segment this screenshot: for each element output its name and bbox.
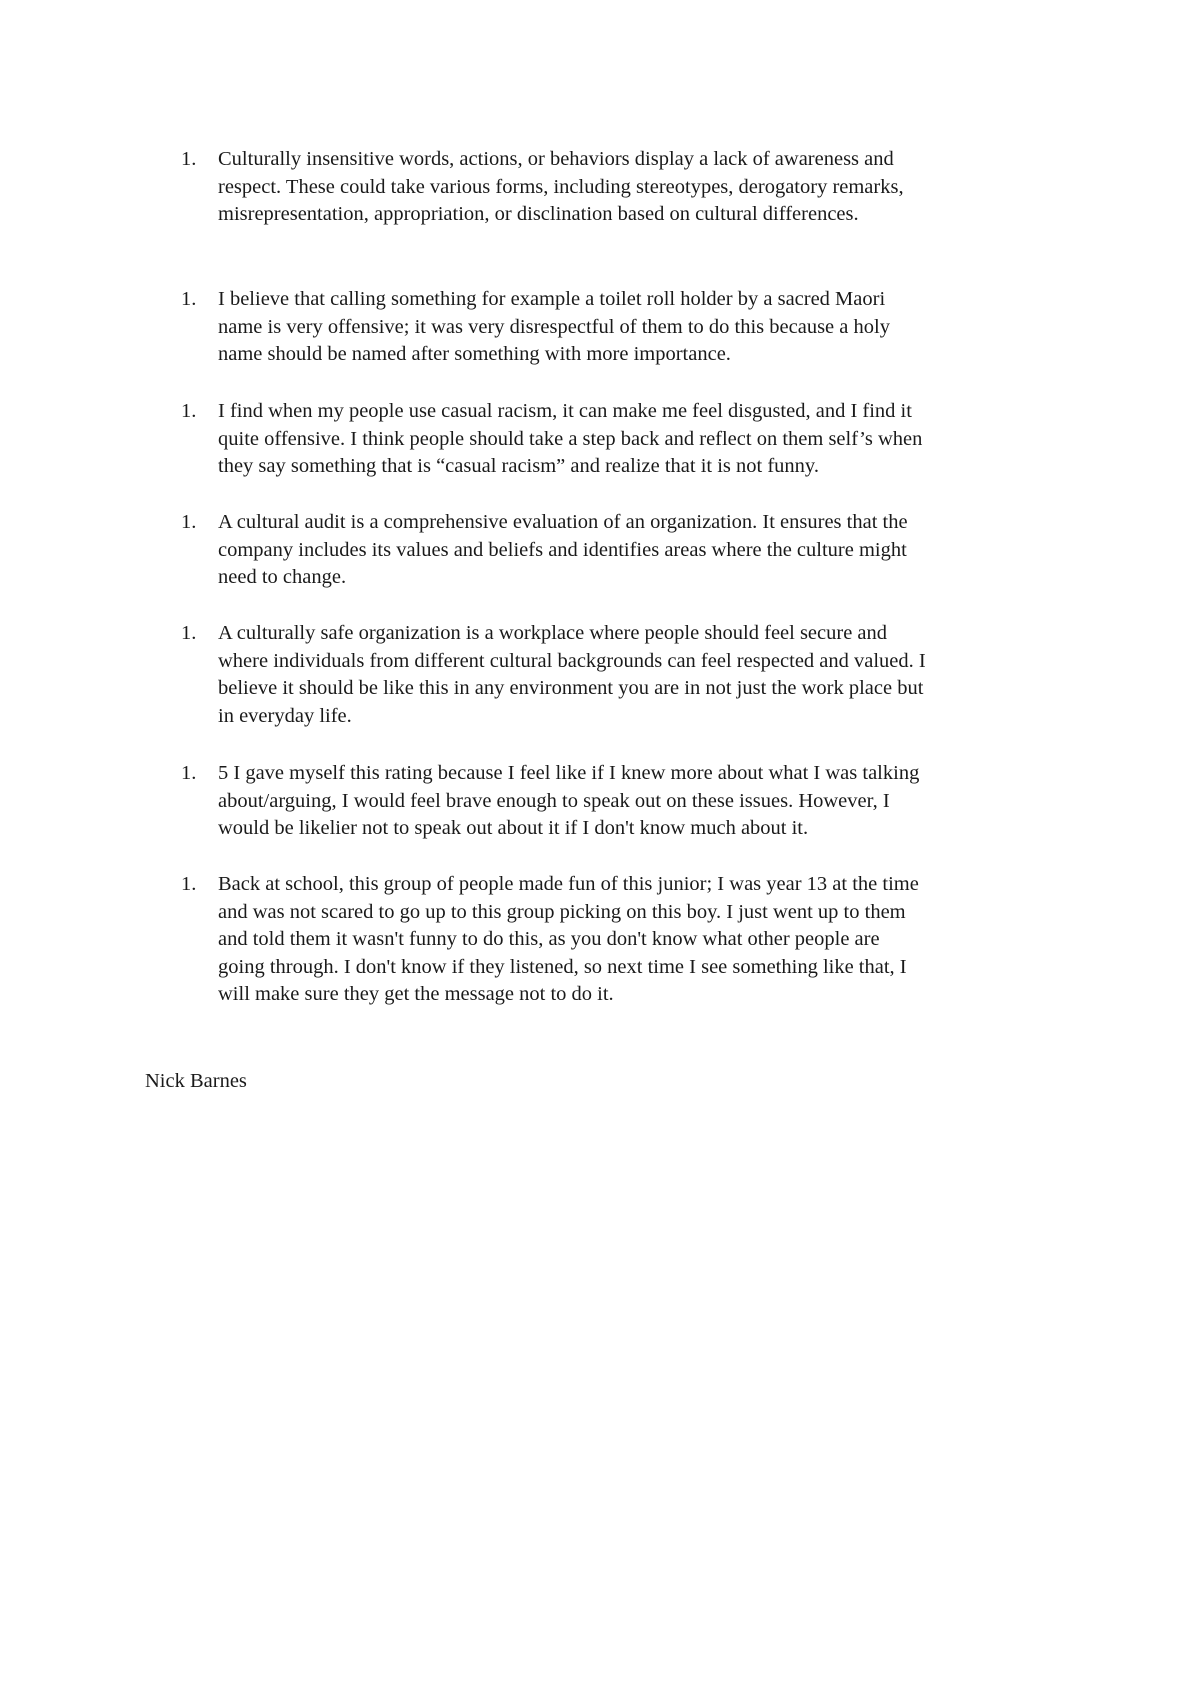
list-item-text: A cultural audit is a comprehensive evaluation of an organization. It ensures that the company includes its values and beliefs and identifies areas where the culture might need to change. <box>218 511 908 588</box>
list-item-text: I find when my people use casual racism, it can make me feel disgusted, and I find it quite offensive. I think people should take a step back and reflect on them self’s when they say something that is “casual racism” and realize that it is not funny. <box>218 400 923 477</box>
list-item-text: I believe that calling something for example a toilet roll holder by a sacred Maori name is very offensive; it was very disrespectful of them to do this because a holy name should be named after something with more importance. <box>218 288 890 365</box>
list-item-number: 1. <box>181 148 197 170</box>
list-item-number: 1. <box>181 622 197 644</box>
list-item-text: Back at school, this group of people made fun of this junior; I was year 13 at the time and was not scared to go up to this group picking on this boy. I just went up to them and told them it wasn't funny to do this, as you don't know what other people are going through. I don't know if they listened, so next time I see something like that, I will make sure they get the message not to do it. <box>218 873 919 1005</box>
list-item-number: 1. <box>181 511 197 533</box>
list-item-text: 5 I gave myself this rating because I feel like if I knew more about what I was talking about/arguing, I would feel brave enough to speak out on these issues. However, I would be likelier not to speak out about it if I don't know much about it. <box>218 762 920 839</box>
list-item-text: A culturally safe organization is a workplace where people should feel secure and where individuals from different cultural backgrounds can feel respected and valued. I believe it should be like this in any environment you are in not just the work place but in everyday life. <box>218 622 926 727</box>
list-item-number: 1. <box>181 762 197 784</box>
list-item-number: 1. <box>181 873 197 895</box>
list-item-number: 1. <box>181 288 197 310</box>
list-item-number: 1. <box>181 400 197 422</box>
signature-name: Nick Barnes <box>145 1070 247 1092</box>
list-item-text: Culturally insensitive words, actions, or behaviors display a lack of awareness and respect. These could take various forms, including stereotypes, derogatory remarks, misrepresentation, appropriation, or disclination based on cultural differences. <box>218 148 904 225</box>
